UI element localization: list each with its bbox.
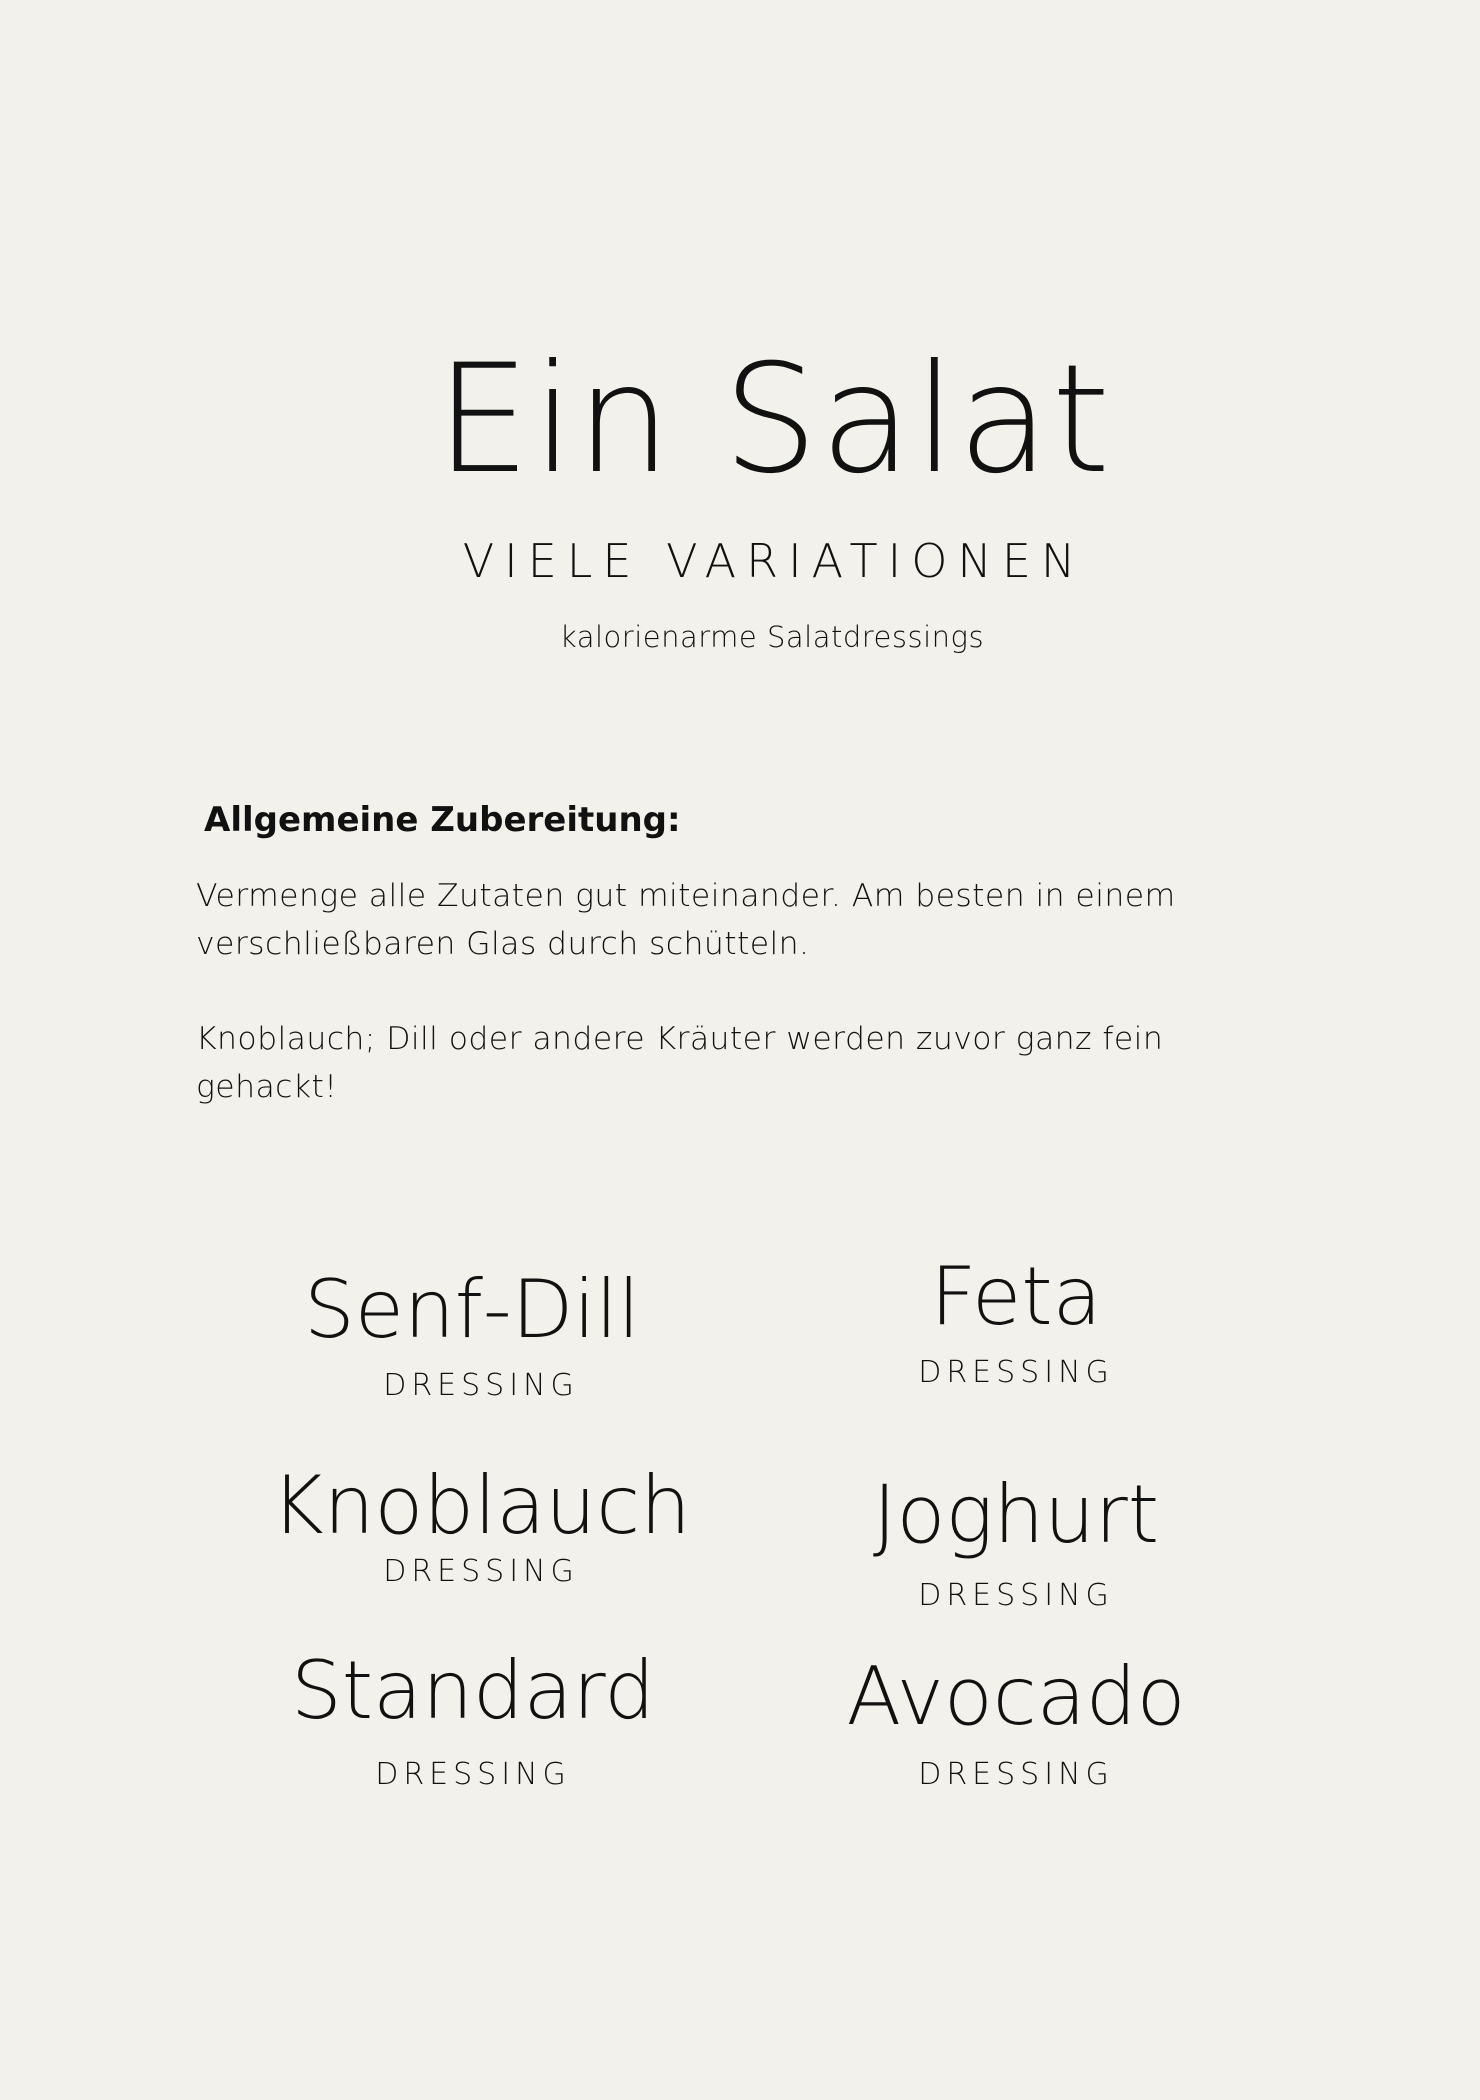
preparation-paragraph: Knoblauch; Dill oder andere Kräuter werden zuvor ganz fein gehackt! — [196, 1021, 1164, 1105]
dressing-label: DRESSING — [375, 1757, 571, 1792]
dressing-name: Standard — [291, 1644, 655, 1737]
dressing-label: DRESSING — [383, 1554, 579, 1589]
dressing-card-feta — [716, 1250, 1316, 1390]
dressing-card-senf-dill — [172, 1263, 772, 1403]
preparation-heading: Allgemeine Zubereitung: — [204, 800, 681, 840]
dressing-name: Feta — [930, 1250, 1102, 1343]
dressing-name: Senf-Dill — [303, 1263, 640, 1356]
dressing-name: Joghurt — [872, 1468, 1160, 1561]
page-subtitle: VIELE VARIATIONEN — [462, 534, 1086, 588]
page-tagline: kalorienarme Salatdressings — [559, 620, 985, 654]
dressing-card-standard — [173, 1644, 773, 1792]
dressing-name: Avocado — [846, 1650, 1186, 1743]
dressing-label: DRESSING — [918, 1757, 1114, 1792]
dressing-label: DRESSING — [918, 1355, 1114, 1390]
dressing-label: DRESSING — [383, 1368, 579, 1403]
page-title: Ein Salat — [435, 333, 1113, 507]
dressing-label: DRESSING — [918, 1578, 1114, 1613]
dressing-card-knoblauch — [181, 1459, 781, 1589]
preparation-paragraph: Vermenge alle Zutaten gut miteinander. Am besten in einem verschließbaren Glas durch schütteln. — [196, 878, 1176, 962]
dressing-card-joghurt — [716, 1468, 1316, 1613]
dressing-name: Knoblauch — [271, 1459, 691, 1552]
dressing-card-avocado — [716, 1650, 1316, 1792]
